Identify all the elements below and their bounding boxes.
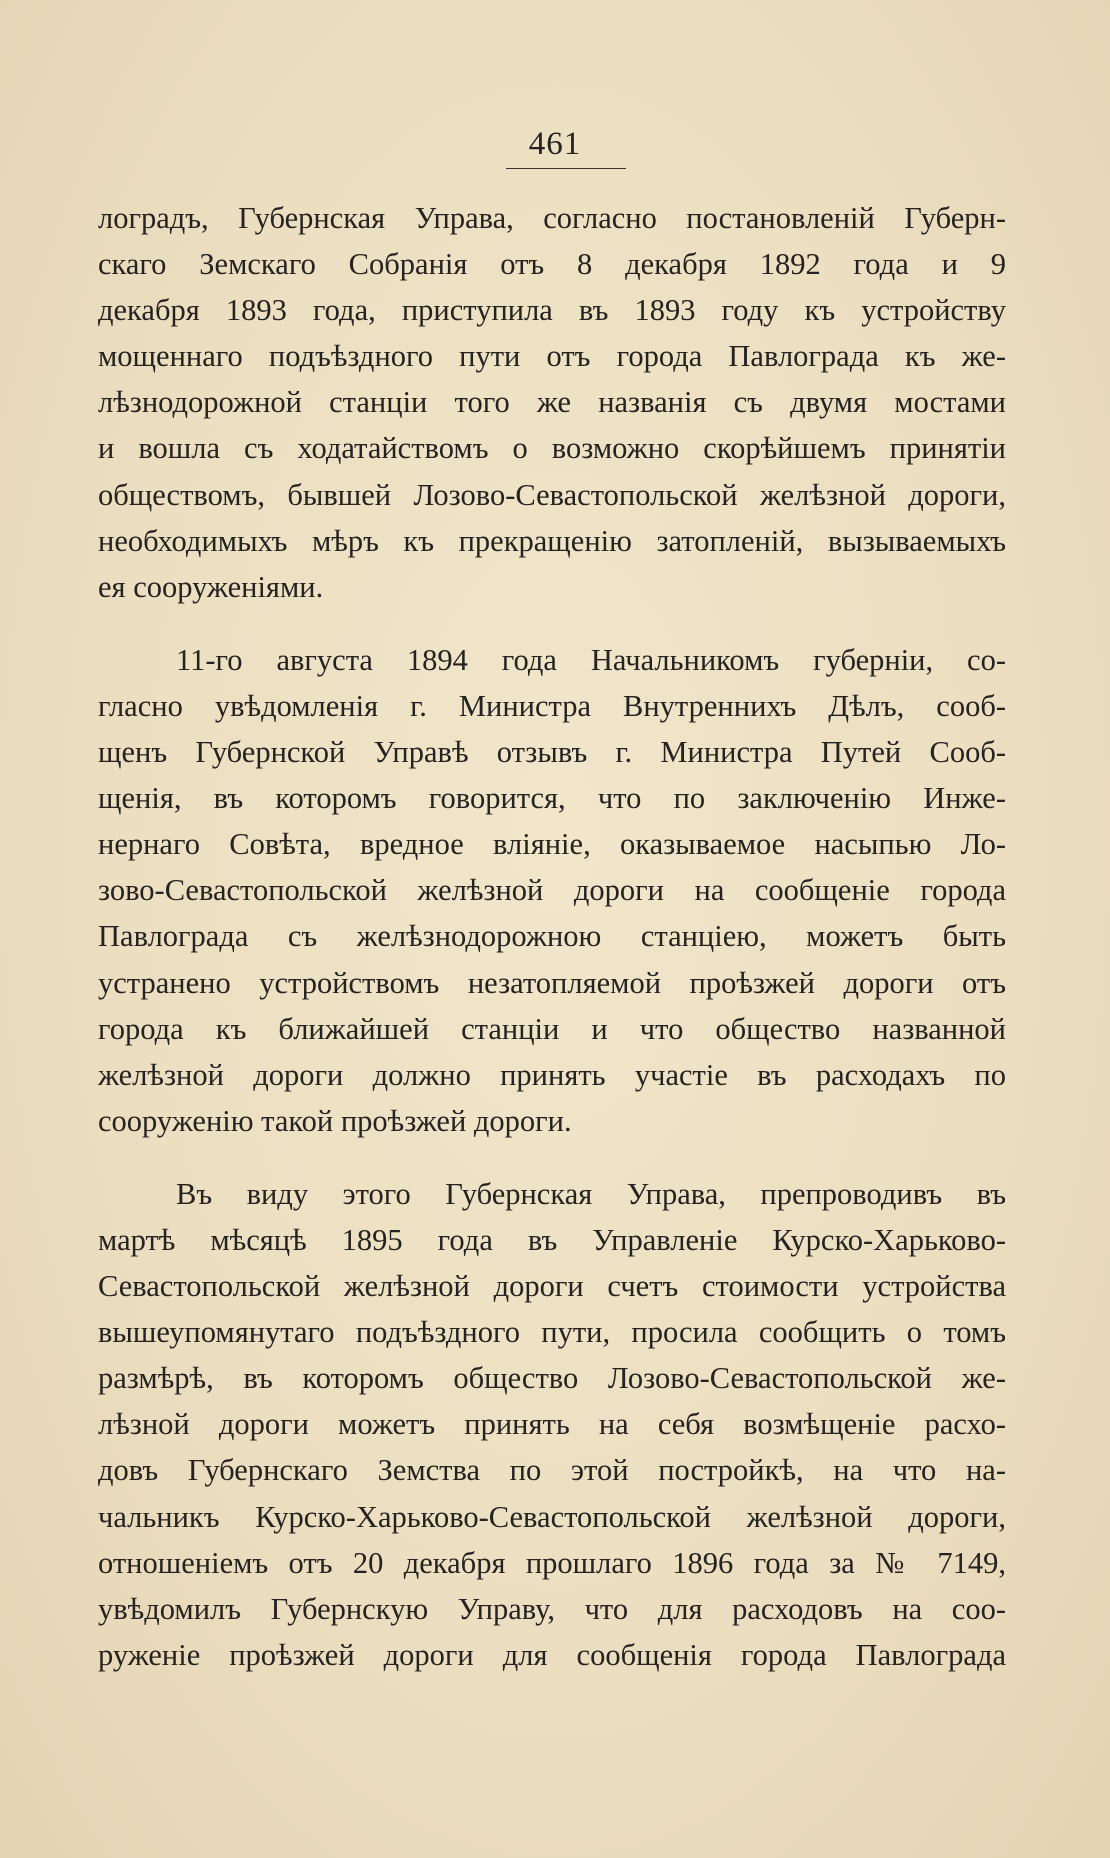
text-line: лѣзной дороги можетъ принять на себя возмѣщеніе расхо- bbox=[98, 1407, 1006, 1442]
text-line: гласно увѣдомленія г. Министра Внутреннихъ Дѣлъ, сооб- bbox=[98, 688, 1006, 723]
text-line: зово-Севастопольской желѣзной дороги на сообщеніе города bbox=[98, 873, 1006, 908]
text-line: скаго Земскаго Собранія отъ 8 декабря 1892 года и 9 bbox=[98, 247, 1006, 282]
text-line: необходимыхъ мѣръ къ прекращенію затопленій, вызываемыхъ bbox=[98, 523, 1006, 558]
text-line: декабря 1893 года, приступила въ 1893 году къ устройству bbox=[98, 293, 1006, 328]
text-line: сооруженію такой проѣзжей дороги. bbox=[98, 1103, 572, 1138]
text-line: Въ виду этого Губернская Управа, препроводивъ въ bbox=[176, 1176, 1006, 1211]
paragraph-1 bbox=[98, 195, 1006, 610]
page-number: 461 bbox=[528, 126, 582, 162]
text-line: руженіе проѣзжей дороги для сообщенія города Павлограда bbox=[98, 1637, 1006, 1672]
paragraph-3 bbox=[98, 1171, 1006, 1678]
text-line: чальникъ Курско-Харьково-Севастопольской желѣзной дороги, bbox=[98, 1499, 1006, 1534]
text-line: лѣзнодорожной станціи того же названія съ двумя мостами bbox=[98, 385, 1006, 420]
text-line: размѣрѣ, въ которомъ общество Лозово-Севастопольской же- bbox=[98, 1361, 1006, 1396]
text-line: мартѣ мѣсяцѣ 1895 года въ Управленіе Курско-Харьково- bbox=[98, 1222, 1006, 1257]
page-number-rule bbox=[506, 168, 626, 169]
text-line: вышеупомянутаго подъѣздного пути, просила сообщить о томъ bbox=[98, 1315, 1006, 1350]
text-line: и вошла съ ходатайствомъ о возможно скорѣйшемъ принятіи bbox=[98, 431, 1006, 466]
text-line: ея сооруженіями. bbox=[98, 569, 324, 604]
text-line: щенія, въ которомъ говорится, что по заключенію Инже- bbox=[98, 781, 1006, 816]
text-line: отношеніемъ отъ 20 декабря прошлаго 1896 года за № 7149, bbox=[98, 1545, 1006, 1580]
text-line: лоградъ, Губернская Управа, согласно постановленій Губерн- bbox=[98, 201, 1006, 235]
text-line: города къ ближайшей станціи и что общество названной bbox=[98, 1011, 1006, 1046]
text-line: увѣдомилъ Губернскую Управу, что для расходовъ на соо- bbox=[98, 1591, 1006, 1626]
paragraph-gap bbox=[98, 610, 1006, 637]
text-line: мощеннаго подъѣздного пути отъ города Павлограда къ же- bbox=[98, 339, 1006, 374]
paragraph-gap bbox=[98, 1144, 1006, 1171]
text-line: нернаго Совѣта, вредное вліяніе, оказываемое насыпью Ло- bbox=[98, 827, 1006, 862]
text-line: устранено устройствомъ незатопляемой проѣзжей дороги отъ bbox=[98, 965, 1006, 1000]
body-text bbox=[98, 195, 1006, 1678]
text-line: 11-го августа 1894 года Начальникомъ губерніи, со- bbox=[176, 642, 1006, 677]
text-line: щенъ Губернской Управѣ отзывъ г. Министра Путей Сооб- bbox=[98, 735, 1006, 770]
text-line: обществомъ, бывшей Лозово-Севастопольской желѣзной дороги, bbox=[98, 477, 1006, 512]
paragraph-2 bbox=[98, 637, 1006, 1144]
text-line: Севастопольской желѣзной дороги счетъ стоимости устройства bbox=[98, 1269, 1006, 1304]
text-line: довъ Губернскаго Земства по этой постройкѣ, на что на- bbox=[98, 1453, 1006, 1488]
text-line: желѣзной дороги должно принять участіе въ расходахъ по bbox=[98, 1057, 1006, 1092]
text-line: Павлограда съ желѣзнодорожною станціею, можетъ быть bbox=[98, 919, 1006, 954]
